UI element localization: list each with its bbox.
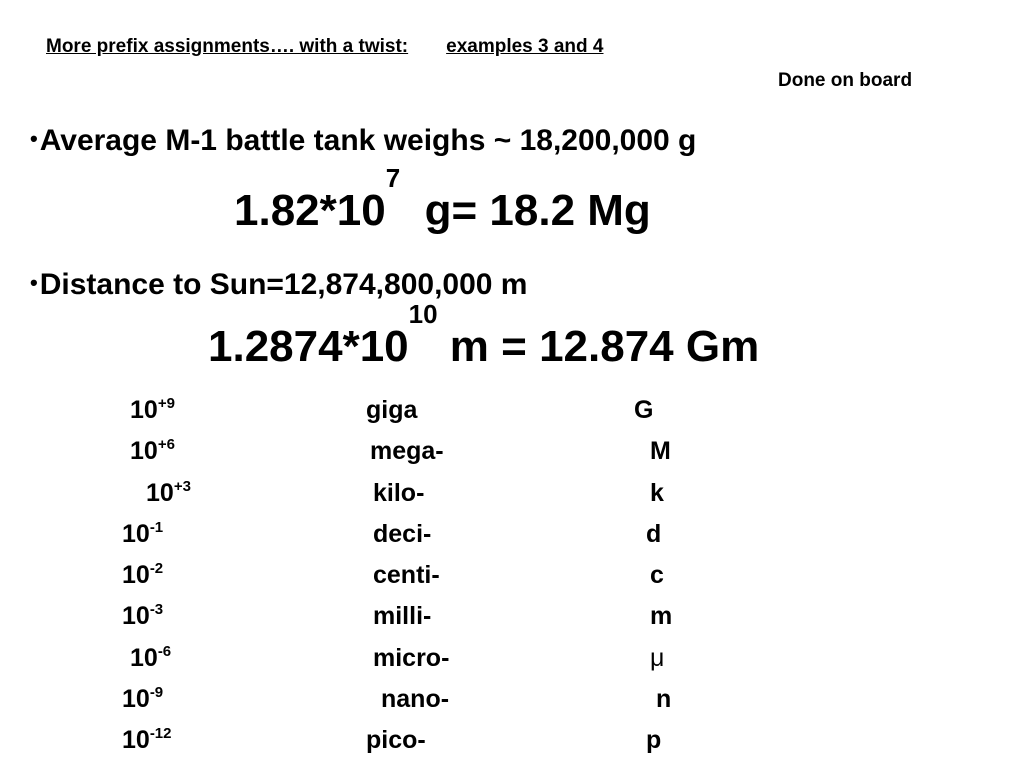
bullet-tank: [30, 124, 696, 158]
prefix-name: kilo-: [373, 479, 425, 507]
equation-tank-base: 1.82*10: [234, 186, 386, 235]
prefix-name: mega-: [370, 437, 444, 465]
prefix-symbol: c: [650, 561, 664, 589]
title-part-1: More prefix assignments…. with a twist:: [46, 36, 409, 57]
prefix-name: milli-: [373, 602, 432, 630]
prefix-power: $10^{-9}$: [122, 684, 164, 713]
prefix-name: centi-: [373, 561, 440, 589]
done-on-board-note: Done on board: [778, 70, 913, 91]
prefix-symbol: k: [650, 479, 664, 507]
bullet-icon: •: [30, 270, 38, 295]
prefix-symbol: d: [646, 520, 662, 548]
prefix-symbol: p: [646, 726, 662, 754]
prefix-symbol: n: [656, 685, 672, 713]
prefix-name: nano-: [381, 685, 450, 713]
title-part-2: examples 3 and 4: [446, 36, 604, 57]
prefix-name: micro-: [373, 644, 450, 672]
equation-sun-base: 1.2874*10: [208, 322, 409, 371]
prefix-power: $10^{+9}$: [130, 395, 175, 424]
equation-tank-exponent: 7: [385, 163, 401, 193]
prefix-power: $10^{-1}$: [122, 519, 164, 548]
slide-title: [46, 36, 604, 58]
prefix-power: $10^{-2}$: [122, 560, 164, 589]
equation-tank-result: g= 18.2 Mg: [400, 186, 651, 235]
equation-sun: [208, 299, 760, 372]
equation-tank: [234, 163, 651, 236]
equation-sun-result: m = 12.874 Gm: [437, 322, 760, 371]
bullet-icon: •: [30, 126, 38, 151]
prefix-power: $10^{-6}$: [130, 643, 172, 672]
equation-sun-exponent: 10: [408, 299, 438, 329]
prefix-symbol: G: [634, 396, 654, 424]
prefix-name: deci-: [373, 520, 432, 548]
prefix-power: $10^{-12}$: [122, 725, 172, 754]
prefix-power: $10^{-3}$: [122, 601, 164, 630]
bullet-sun: [30, 268, 527, 302]
prefix-power: $10^{+3}$: [146, 478, 191, 507]
prefix-name: giga: [366, 396, 418, 424]
prefix-symbol: μ: [650, 644, 665, 672]
prefix-power: $10^{+6}$: [130, 436, 175, 465]
bullet-tank-text: Average M-1 battle tank weighs ~ 18,200,000 g: [39, 124, 697, 157]
prefix-name: pico-: [366, 726, 426, 754]
prefix-symbol: m: [650, 602, 673, 630]
bullet-sun-text: Distance to Sun=12,874,800,000 m: [39, 268, 528, 301]
prefix-symbol: M: [650, 437, 671, 465]
